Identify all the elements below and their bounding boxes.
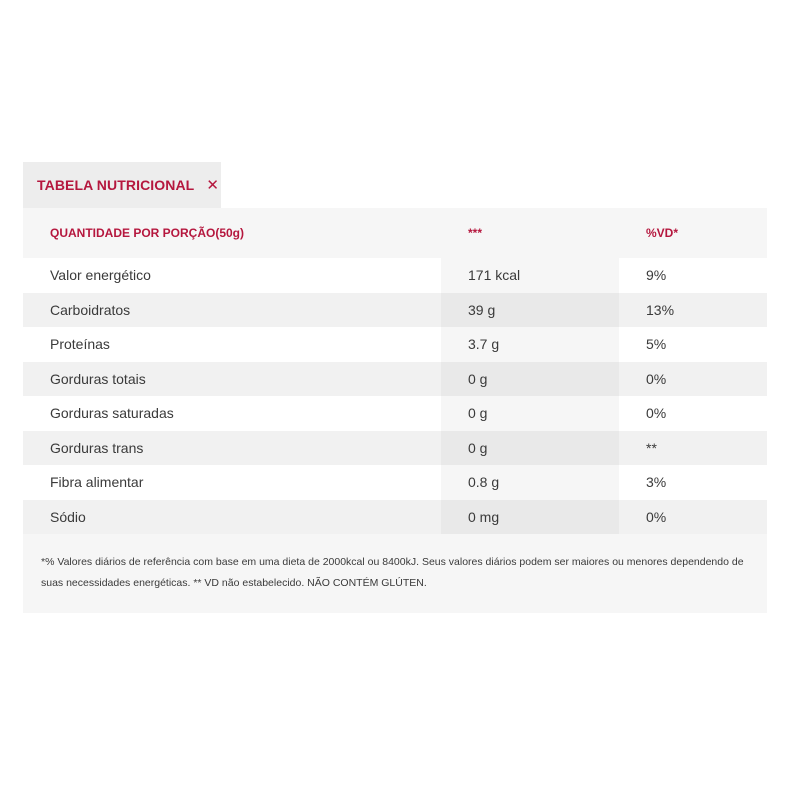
nutrient-daily-value: 9% [619,258,767,293]
table-header-row [23,208,767,258]
nutrient-name: Valor energético [23,258,441,293]
footnote: *% Valores diários de referência com base em uma dieta de 2000kcal ou 8400kJ. Seus valores diários podem ser maiores ou menores dependendo de suas necessidades energéticas. ** VD não estabelecido. NÃO CONTÉM GLÚTEN. [41,556,744,589]
nutrient-amount: 0.8 g [441,465,619,500]
table-row [23,465,767,500]
header-serving: QUANTIDADE POR PORÇÃO(50g) [50,226,245,240]
nutrient-amount: 3.7 g [441,327,619,362]
nutrient-amount: 0 g [441,396,619,431]
nutrient-name: Fibra alimentar [23,465,441,500]
nutrient-name: Sódio [23,500,441,535]
nutrient-name: Proteínas [23,327,441,362]
nutrient-daily-value: 3% [619,465,767,500]
table-row [23,362,767,397]
nutrition-table [23,208,767,613]
header-amount: *** [468,226,483,240]
nutrient-daily-value: ** [619,431,767,466]
table-row [23,327,767,362]
nutrient-amount: 0 g [441,431,619,466]
nutrient-amount: 0 g [441,362,619,397]
table-row [23,500,767,535]
nutrient-daily-value: 0% [619,396,767,431]
header-daily-value: %VD* [646,226,679,240]
nutrient-name: Gorduras trans [23,431,441,466]
table-row [23,431,767,466]
nutrient-name: Gorduras totais [23,362,441,397]
nutrient-name: Carboidratos [23,293,441,328]
nutrient-amount: 171 kcal [441,258,619,293]
nutrient-amount: 39 g [441,293,619,328]
nutrient-name: Gorduras saturadas [23,396,441,431]
nutrient-daily-value: 5% [619,327,767,362]
nutrition-tab[interactable] [23,162,221,208]
nutrient-daily-value: 13% [619,293,767,328]
nutrient-daily-value: 0% [619,500,767,535]
nutrient-daily-value: 0% [619,362,767,397]
nutrient-amount: 0 mg [441,500,619,535]
close-icon[interactable]: ✕ [206,176,219,194]
table-row [23,258,767,293]
table-row [23,293,767,328]
nutrition-tab-title: TABELA NUTRICIONAL [37,177,195,193]
table-row [23,396,767,431]
